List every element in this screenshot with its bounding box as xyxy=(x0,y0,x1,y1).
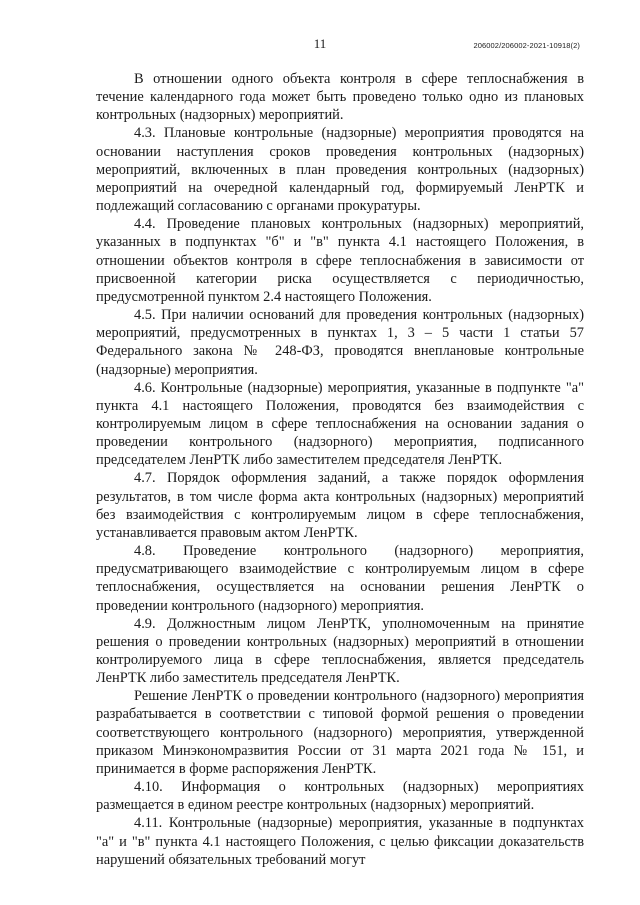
paragraph-4-4: 4.4. Проведение плановых контрольных (надзорных) мероприятий, указанных в подпунктах "б" и "в" пункта 4.1 настоящего Положения, в отношении объектов контроля в сфере теплоснабжения в зависимости от присвоенной категории риска осуществляется с периодичностью, предусмотренной пунктом 2.4 настоящего Положения. xyxy=(96,216,584,305)
paragraph-4-9: 4.9. Должностным лицом ЛенРТК, уполномоченным на принятие решения о проведении контрольных (надзорных) мероприятий в отношении контролируемого лица в сфере теплоснабжения, является председатель ЛенРТК либо заместитель председателя ЛенРТК. xyxy=(96,615,584,687)
paragraph-4-11: 4.11. Контрольные (надзорные) мероприятия, указанные в подпунктах "а" и "в" пункта 4.1 настоящего Положения, с целью фиксации доказательств нарушений обязательных требований могут xyxy=(96,815,584,868)
paragraph-4-10: 4.10. Информация о контрольных (надзорных) мероприятиях размещается в едином реестре контрольных (надзорных) мероприятий. xyxy=(96,779,584,814)
paragraph-4-5: 4.5. При наличии оснований для проведения контрольных (надзорных) мероприятий, предусмотренных в пунктах 1, 3 – 5 части 1 статьи 57 Федерального закона № 248-ФЗ, проводятся внеплановые контрольные (надзорные) мероприятия. xyxy=(96,307,584,378)
paragraph-4-7: 4.7. Порядок оформления заданий, а также порядок оформления результатов, в том числе форма акта контрольных (надзорных) мероприятий без взаимодействия с контролируемым лицом в сфере теплоснабжения, устанавливается правовым актом ЛенРТК. xyxy=(96,470,584,541)
paragraph-4-6: 4.6. Контрольные (надзорные) мероприятия, указанные в подпункте "а" пункта 4.1 настоящего Положения, проводятся без взаимодействия с контролируемым лицом в сфере теплоснабжения на основании задания о проведении контрольного (надзорного) мероприятия, подписанного председателем ЛенРТК либо заместителем председателя ЛенРТК. xyxy=(96,379,584,469)
paragraph-object-limit: В отношении одного объекта контроля в сфере теплоснабжения в течение календарного года может быть проведено только одно из плановых контрольных (надзорных) мероприятий. xyxy=(96,71,584,124)
paragraph-4-3: 4.3. Плановые контрольные (надзорные) мероприятия проводятся на основании наступления сроков проведения контрольных (надзорных) мероприятий, включенных в план проведения контрольных (надзорных) мероприятий на очередной календарный год, формируемый ЛенРТК и подлежащий согласованию с органами прокуратуры. xyxy=(96,125,584,215)
page-number: 11 xyxy=(313,36,327,51)
paragraph-decision: Решение ЛенРТК о проведении контрольного (надзорного) мероприятия разрабатывается в соответствии с типовой формой решения о проведении соответствующего контрольного (надзорного) мероприятия, утвержденной приказом Минэкономразвития России от 31 марта 2021 года № 151, и принимается в форме распоряжения ЛенРТК. xyxy=(96,688,584,777)
document-body xyxy=(96,70,584,869)
paragraph-4-8: 4.8. Проведение контрольного (надзорного) мероприятия, предусматривающего взаимодействие с контролируемым лицом в сфере теплоснабжения, осуществляется на основании решения ЛенРТК о проведении контрольного (надзорного) мероприятия. xyxy=(96,543,584,614)
document-id: 206002/206002-2021-10918(2) xyxy=(473,41,580,50)
